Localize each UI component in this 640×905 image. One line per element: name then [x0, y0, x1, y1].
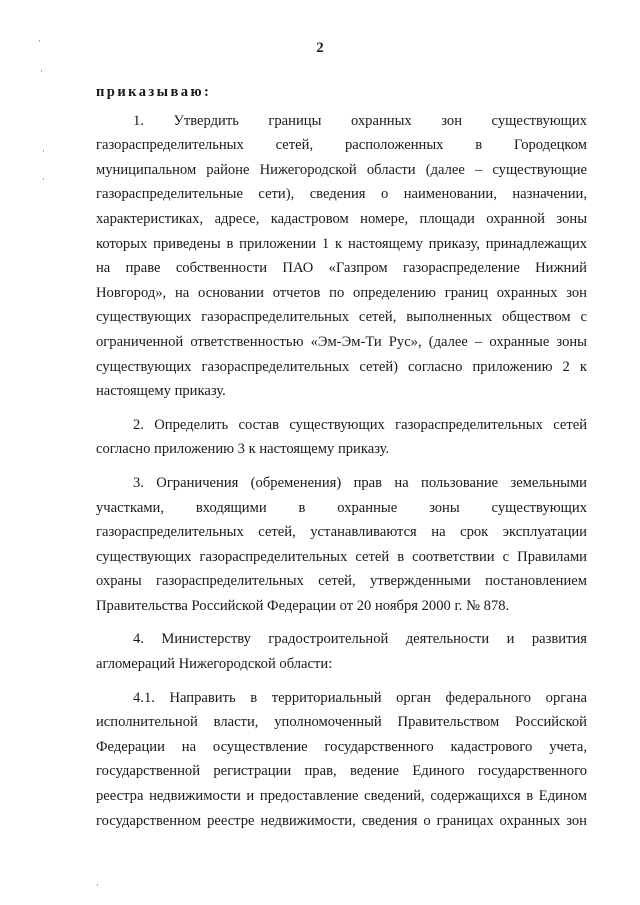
- scan-speck: ·: [40, 67, 43, 77]
- document-paragraph: [96, 109, 587, 404]
- document-paragraph: [96, 471, 587, 619]
- scan-speck: ·: [38, 37, 41, 47]
- paragraph-line: настоящему приказу.: [96, 383, 226, 400]
- paragraph-line: на праве собственности ПАО «Газпром газораспределение Нижний: [96, 260, 587, 277]
- paragraph-line: 3. Ограничения (обременения) прав на пользование земельными: [133, 474, 587, 491]
- paragraph-line: Федерации на осуществление государственного кадастрового учета,: [96, 738, 587, 755]
- paragraph-line: 4.1. Направить в территориальный орган федерального органа: [133, 689, 587, 706]
- document-paragraph: [96, 627, 587, 676]
- paragraph-line: государственном реестре недвижимости, сведения о границах охранных зон: [96, 812, 587, 829]
- paragraph-line: агломераций Нижегородской области:: [96, 656, 333, 673]
- paragraph-line: газораспределительных сетей, устанавливаются на срок эксплуатации: [96, 524, 587, 541]
- paragraph-line: 4. Министерству градостроительной деятельности и развития: [133, 631, 587, 648]
- paragraph-line: исполнительной власти, уполномоченный Правительством Российской: [96, 714, 587, 731]
- document-body: [96, 80, 587, 842]
- paragraph-line: характеристиках, адресе, кадастровом номере, площади охранной зоны: [96, 210, 587, 227]
- paragraph-line: которых приведены в приложении 1 к настоящему приказу, принадлежащих: [96, 235, 587, 252]
- paragraph-line: участками, входящими в охранные зоны существующих: [96, 499, 587, 516]
- paragraph-line: ограниченной ответственностью «Эм-Эм-Ти Рус», (далее – охранные зоны: [96, 333, 587, 350]
- paragraph-line: газораспределительных сетей, расположенных в Городецком: [96, 137, 587, 154]
- paragraph-line: согласно приложению 3 к настоящему приказу.: [96, 441, 390, 458]
- scan-speck: ·: [42, 175, 45, 185]
- scan-speck: ·: [42, 147, 45, 157]
- paragraph-line: охраны газораспределительных сетей, утвержденными постановлением: [96, 573, 587, 590]
- paragraph-line: 2. Определить состав существующих газораспределительных сетей: [133, 416, 587, 433]
- paragraph-line: газораспределительные сети), сведения о наименовании, назначении,: [96, 186, 587, 203]
- paragraph-line: муниципальном районе Нижегородской области (далее – существующие: [96, 161, 587, 178]
- scan-speck: ·: [96, 881, 99, 891]
- paragraph-line: реестра недвижимости и предоставление сведений, содержащихся в Едином: [96, 788, 587, 805]
- paragraph-line: Правительства Российской Федерации от 20 ноября 2000 г. № 878.: [96, 597, 510, 614]
- paragraph-line: 1. Утвердить границы охранных зон существующих: [133, 112, 587, 129]
- paragraph-line: существующих газораспределительных сетей) согласно приложению 2 к: [96, 358, 587, 375]
- paragraph-line: Новгород», на основании отчетов по определению границ охранных зон: [96, 284, 587, 301]
- document-paragraph: [96, 413, 587, 462]
- paragraph-line: государственной регистрации прав, ведение Единого государственного: [96, 763, 587, 780]
- page-number: 2: [316, 40, 324, 56]
- paragraph-line: существующих газораспределительных сетей, выполненных обществом с: [96, 309, 587, 326]
- order-heading: приказываю:: [96, 84, 212, 100]
- paragraph-line: существующих газораспределительных сетей в соответствии с Правилами: [96, 548, 587, 565]
- document-paragraph: [96, 686, 587, 834]
